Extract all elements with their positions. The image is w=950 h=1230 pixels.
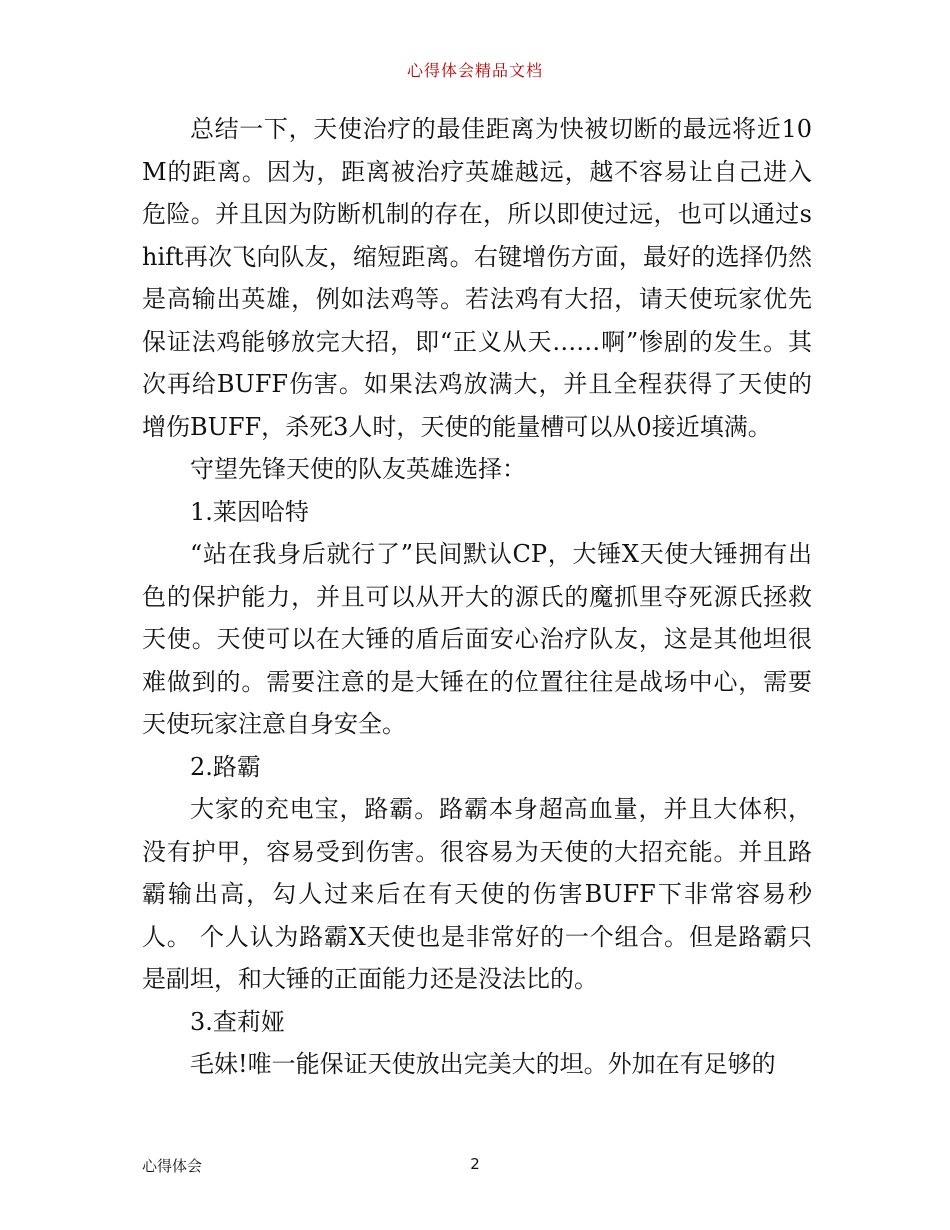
paragraph-section-heading: 守望先锋天使的队友英雄选择：	[190, 455, 526, 483]
paragraph-hero-2-body: 大家的充电宝，路霸。路霸本身超高血量，并且大体积，没有护甲，容易受到伤害。很容易为天使的大招充能。并且路霸输出高，勾人过来后在有天使的伤害BUFF下非常容易秒人。 个人认为路霸X天使也是非常好的一个组合。但是路霸只是副坦，和大锤的正面能力还是没法比的。	[142, 795, 812, 993]
paragraph-hero-1-title: 1.莱因哈特	[190, 497, 309, 526]
paragraph-summary: 总结一下，天使治疗的最佳距离为快被切断的最远将近10M的距离。因为，距离被治疗英雄越远，越不容易让自己进入危险。并且因为防断机制的存在，所以即使过远，也可以通过shift再次飞向队友，缩短距离。右键增伤方面，最好的选择仍然是高输出英雄，例如法鸡等。若法鸡有大招，请天使玩家优先保证法鸡能够放完大招，即“正义从天……啊”惨剧的发生。其次再给BUFF伤害。如果法鸡放满大，并且全程获得了天使的增伤BUFF，杀死3人时，天使的能量槽可以从0接近填满。	[142, 115, 812, 441]
paragraph-hero-1-body: “站在我身后就行了”民间默认CP，大锤X天使大锤拥有出色的保护能力，并且可以从开大的源氏的魔抓里夺死源氏拯救天使。天使可以在大锤的盾后面安心治疗队友，这是其他坦很难做到的。需要注意的是大锤在的位置往往是战场中心，需要天使玩家注意自身安全。	[142, 540, 812, 738]
paragraph-hero-3-body: 毛妹!唯一能保证天使放出完美大的坦。外加在有足够的	[190, 1050, 776, 1078]
paragraph-hero-3-title: 3.查莉娅	[190, 1007, 285, 1036]
paragraph-hero-2-title: 2.路霸	[190, 752, 261, 781]
page-number: 2	[470, 1155, 480, 1173]
document-body	[142, 108, 812, 1086]
page-header-title: 心得体会精品文档	[406, 61, 543, 80]
footer-label: 心得体会	[142, 1157, 203, 1175]
